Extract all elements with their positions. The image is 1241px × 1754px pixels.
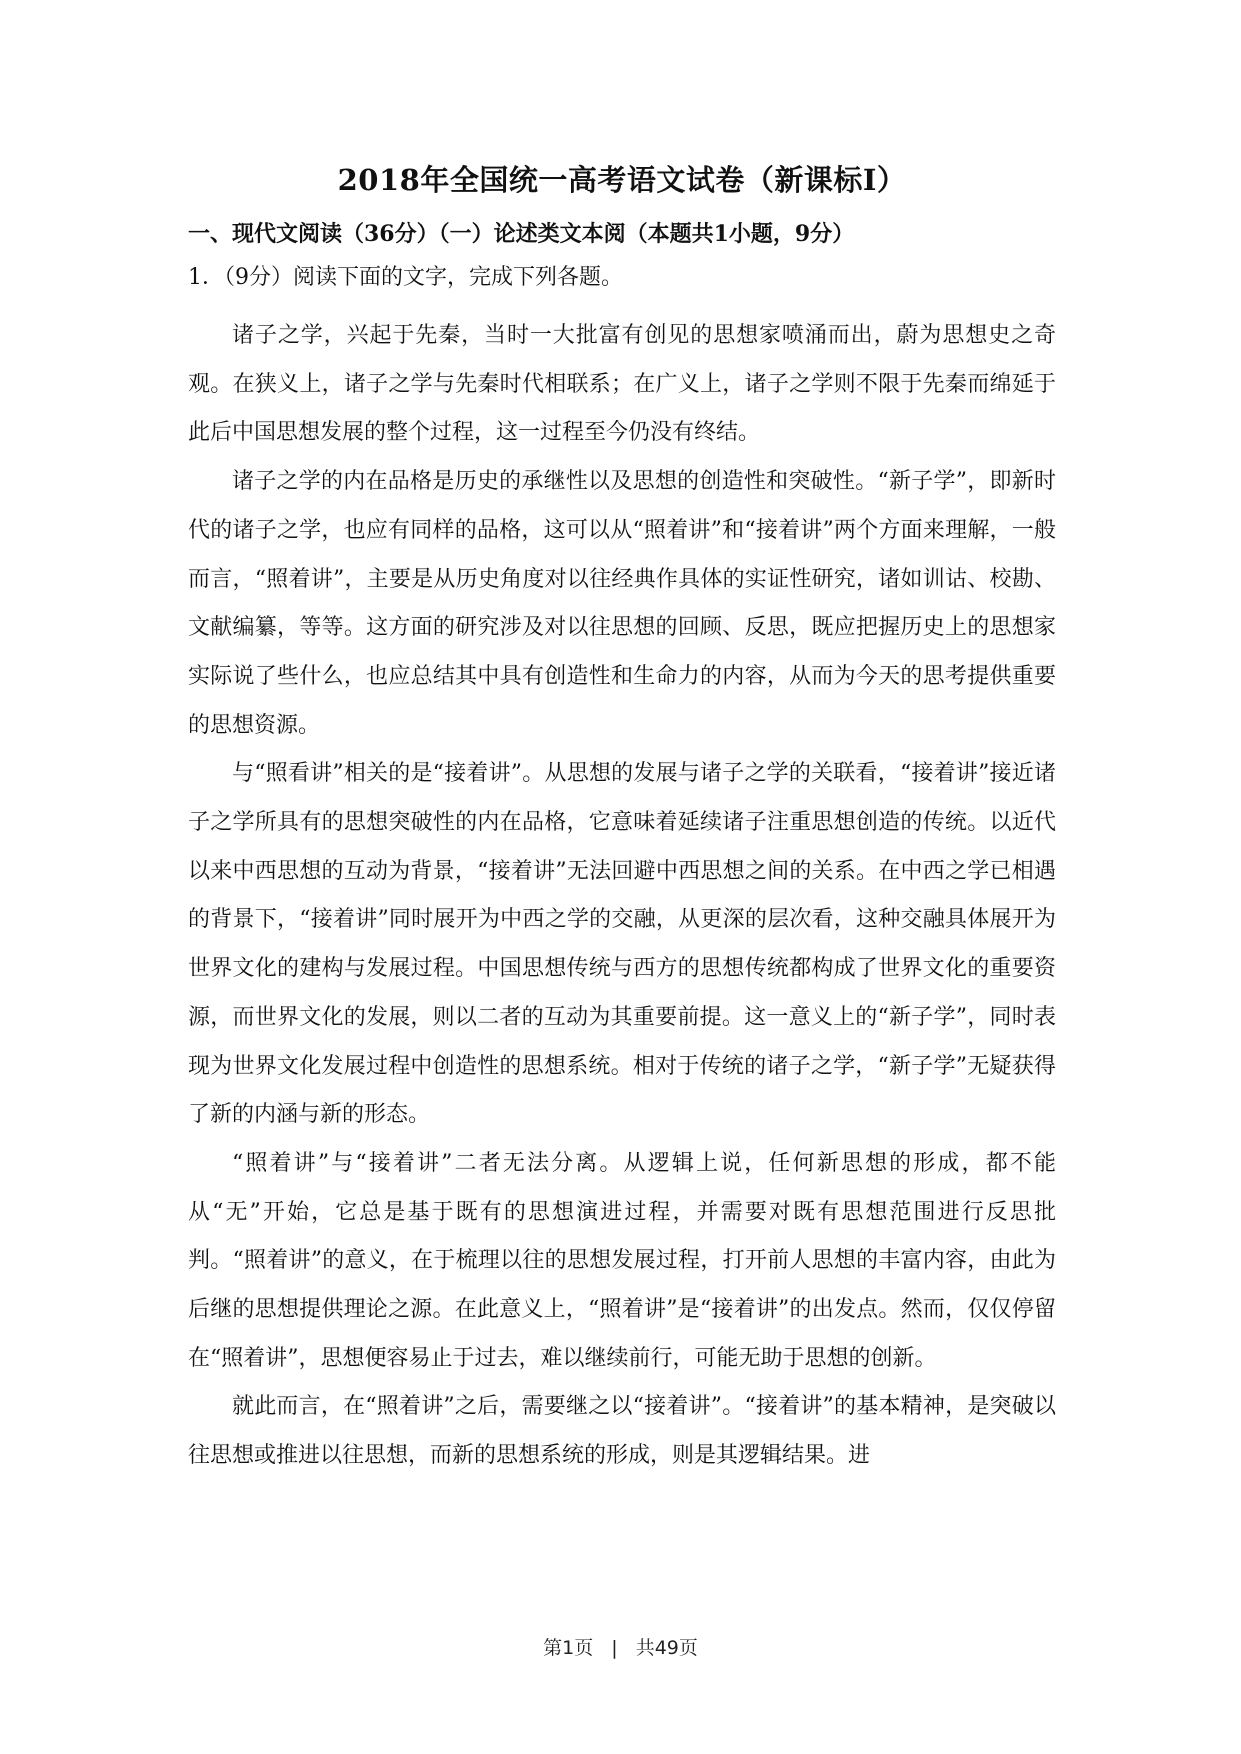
- question-intro: 1．（9分）阅读下面的文字，完成下列各题。: [188, 265, 623, 290]
- document-title: 2018年全国统一高考语文试卷（新课标I）: [337, 163, 907, 197]
- section-heading: 一、现代文阅读（36分）（一）论述类文本阅（本题共1小题，9分）: [188, 221, 855, 247]
- paragraph-4: “照着讲”与“接着讲”二者无法分离。从逻辑上说，任何新思想的形成，都不能从“无”开始，它总是基于既有的思想演进过程，并需要对既有思想范围进行反思批判。“照着讲”的意义，在于梳理以往的思想发展过程，打开前人思想的丰富内容，由此为后继的思想提供理论之源。在此意义上，“照着讲”是“接着讲”的出发点。然而，仅仅停留在“照着讲”，思想便容易止于过去，难以继续前行，可能无助于思想的创新。: [188, 1150, 1056, 1371]
- footer-separator: |: [611, 1637, 618, 1659]
- paragraph-5: 就此而言，在“照着讲”之后，需要继之以“接着讲”。“接着讲”的基本精神，是突破以往思想或推进以往思想，而新的思想系统的形成，则是其逻辑结果。进: [188, 1394, 1056, 1469]
- paragraph-1: 诸子之学，兴起于先秦，当时一大批富有创见的思想家喷涌而出，蔚为思想史之奇观。在狭义上，诸子之学与先秦时代相联系；在广义上，诸子之学则不限于先秦而绵延于此后中国思想发展的整个过程，这一过程至今仍没有终结。: [188, 323, 1056, 446]
- page-number-current: 第1页: [543, 1637, 594, 1659]
- page-number-total: 共49页: [635, 1637, 698, 1659]
- paragraph-3: 与“照看讲”相关的是“接着讲”。从思想的发展与诸子之学的关联看，“接着讲”接近诸子之学所具有的思想突破性的内在品格，它意味着延续诸子注重思想创造的传统。以近代以来中西思想的互动为背景，“接着讲”无法回避中西思想之间的关系。在中西之学已相遇的背景下，“接着讲”同时展开为中西之学的交融，从更深的层次看，这种交融具体展开为世界文化的建构与发展过程。中国思想传统与西方的思想传统都构成了世界文化的重要资源，而世界文化的发展，则以二者的互动为其重要前提。这一意义上的“新子学”，同时表现为世界文化发展过程中创造性的思想系统。相对于传统的诸子之学，“新子学”无疑获得了新的内涵与新的形态。: [188, 761, 1056, 1128]
- paragraph-2: 诸子之学的内在品格是历史的承继性以及思想的创造性和突破性。“新子学”，即新时代的诸子之学，也应有同样的品格，这可以从“照着讲”和“接着讲”两个方面来理解，一般而言，“照着讲”，主要是从历史角度对以往经典作具体的实证性研究，诸如训诂、校勘、文献编纂，等等。这方面的研究涉及对以往思想的回顾、反思，既应把握历史上的思想家实际说了些什么，也应总结其中具有创造性和生命力的内容，从而为今天的思考提供重要的思想资源。: [188, 469, 1056, 738]
- page-footer: [0, 1635, 1241, 1661]
- page-content: [188, 160, 1056, 1481]
